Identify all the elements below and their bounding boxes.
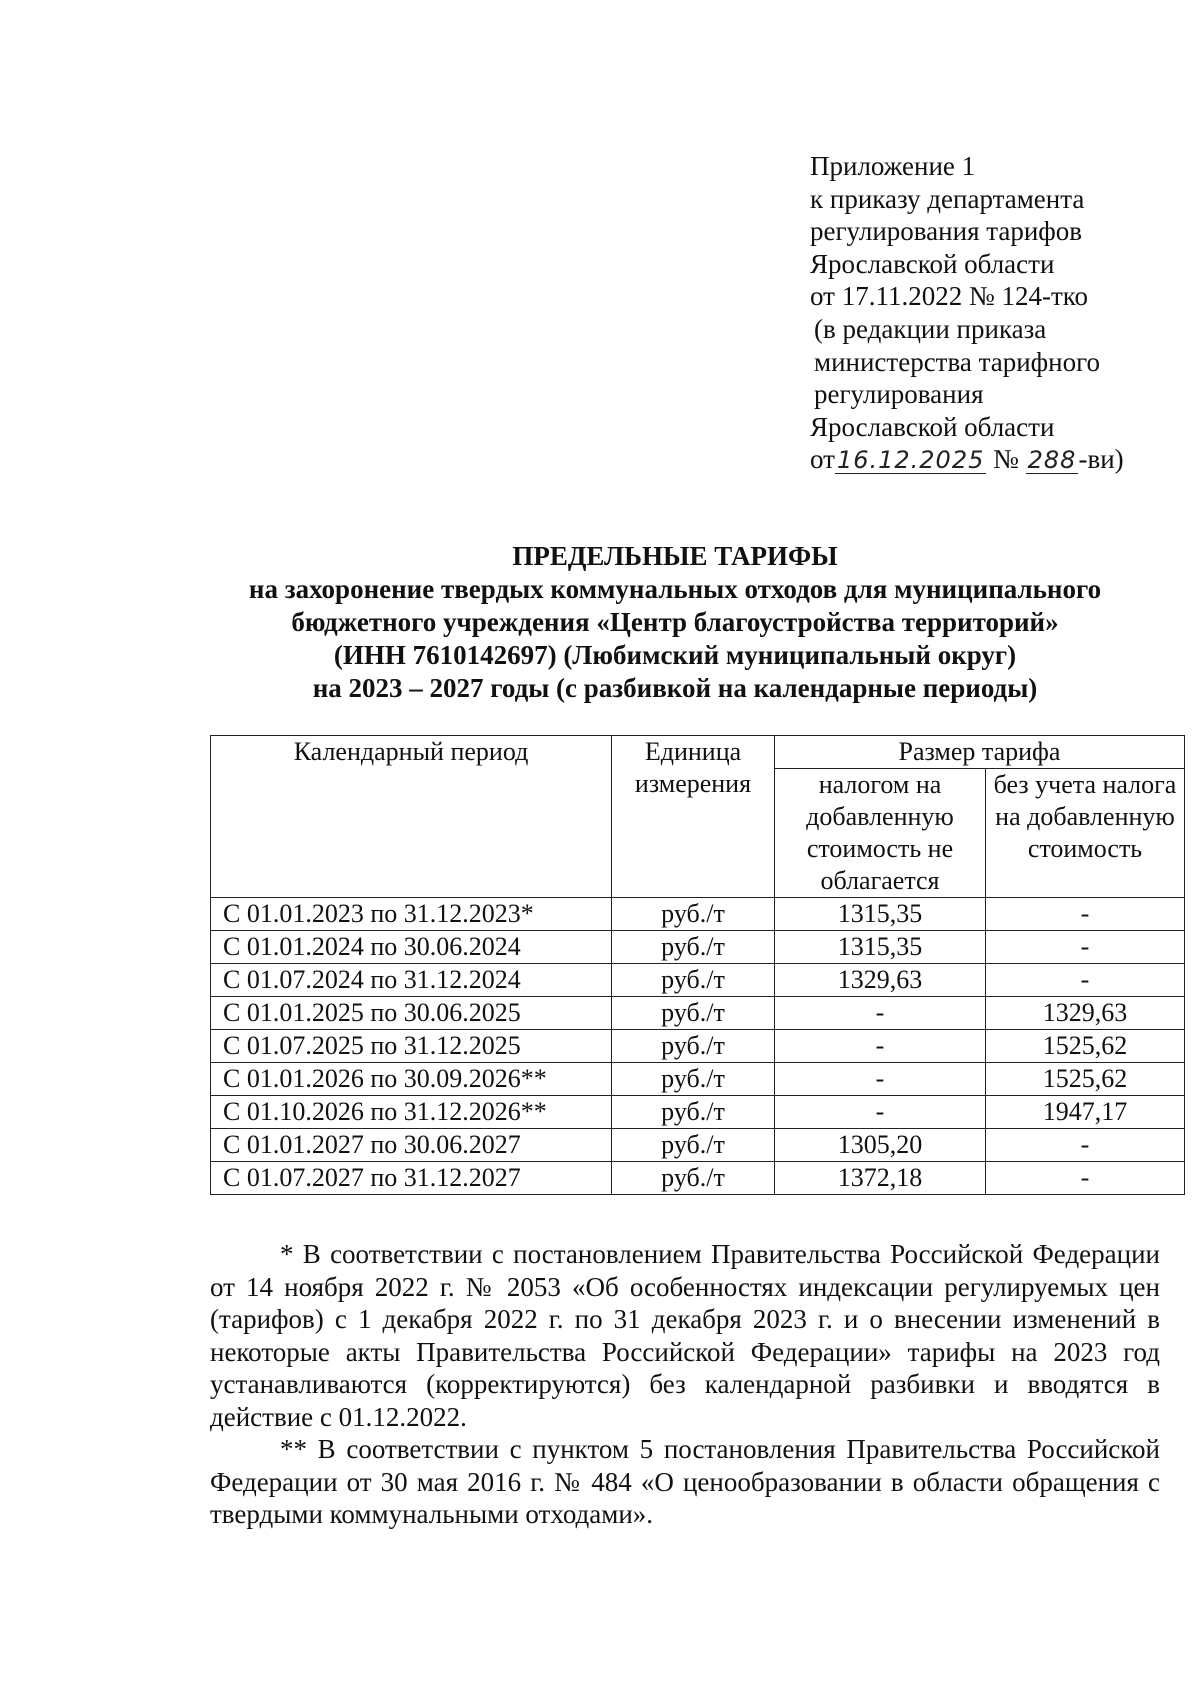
handwritten-date: 16.12.2025: [836, 446, 985, 475]
cell-period: С 01.07.2027 по 31.12.2027: [211, 1162, 612, 1195]
cell-tariff-excl-vat: -: [986, 964, 1185, 997]
cell-tariff-excl-vat: 1525,62: [986, 1063, 1185, 1096]
cell-unit: руб./т: [612, 1129, 775, 1162]
document-title: [150, 540, 1200, 705]
cell-unit: руб./т: [612, 997, 775, 1030]
header-excl-vat: без учета налога на добавленную стоимость: [986, 769, 1185, 898]
cell-tariff-excl-vat: -: [986, 931, 1185, 964]
cell-tariff-no-vat: 1315,35: [775, 898, 986, 931]
annex-line: регулирования тарифов: [810, 216, 1083, 247]
footnotes: [210, 1238, 1160, 1531]
cell-unit: руб./т: [612, 964, 775, 997]
title-line: бюджетного учреждения «Центр благоустройства территорий»: [291, 607, 1059, 637]
annex-from-prefix: от: [810, 444, 835, 475]
footnote-1: * В соответствии с постановлением Правительства Российской Федерации от 14 ноября 2022 г. № 2053 «Об особенностях индексации регулируемых цен (тарифов) с 1 декабря 2022 г. по 31 декабря 2023 г. и о внесении изменений в некоторые акты Правительства Российской Федерации» тарифы на 2023 год устанавливаются (корректируются) без календарной разбивки и вводятся в действие с 01.12.2022.: [210, 1239, 1160, 1432]
footnote-2: ** В соответствии с пунктом 5 постановления Правительства Российской Федерации от 30 мая 2016 г. № 484 «О ценообразовании в области обращения с твердыми коммунальными отходами».: [210, 1434, 1160, 1529]
annex-block: [810, 150, 1124, 476]
title-line: ПРЕДЕЛЬНЫЕ ТАРИФЫ: [512, 541, 838, 571]
table-row: [211, 964, 1185, 997]
annex-date-line: [810, 443, 1124, 476]
cell-period: С 01.01.2025 по 30.06.2025: [211, 997, 612, 1030]
cell-unit: руб./т: [612, 1162, 775, 1195]
cell-tariff-no-vat: -: [775, 1096, 986, 1129]
cell-unit: руб./т: [612, 931, 775, 964]
table-row: [211, 1063, 1185, 1096]
cell-unit: руб./т: [612, 1096, 775, 1129]
header-unit: Единица измерения: [612, 736, 775, 898]
annex-line: Ярославской области: [810, 411, 1055, 442]
cell-tariff-excl-vat: 1525,62: [986, 1030, 1185, 1063]
annex-line: министерства тарифного: [814, 346, 1101, 377]
cell-period: С 01.01.2026 по 30.09.2026**: [211, 1063, 612, 1096]
cell-period: С 01.01.2024 по 30.06.2024: [211, 931, 612, 964]
table-row: [211, 1030, 1185, 1063]
cell-unit: руб./т: [612, 898, 775, 931]
cell-tariff-excl-vat: 1329,63: [986, 997, 1185, 1030]
annex-line: Ярославской области: [810, 248, 1055, 279]
cell-tariff-no-vat: 1329,63: [775, 964, 986, 997]
cell-tariff-excl-vat: -: [986, 898, 1185, 931]
annex-line: Приложение 1: [810, 151, 976, 181]
annex-line: от 17.11.2022 № 124-тко: [810, 281, 1088, 312]
cell-period: С 01.01.2027 по 30.06.2027: [211, 1129, 612, 1162]
cell-period: С 01.01.2023 по 31.12.2023*: [211, 898, 612, 931]
tariff-table: [210, 735, 1185, 1195]
cell-tariff-no-vat: -: [775, 1063, 986, 1096]
title-line: (ИНН 7610142697) (Любимский муниципальный округ): [333, 640, 1017, 670]
title-line: на захоронение твердых коммунальных отходов для муниципального: [248, 574, 1102, 604]
table-row: [211, 1162, 1185, 1195]
cell-tariff-no-vat: -: [775, 1030, 986, 1063]
cell-tariff-no-vat: -: [775, 997, 986, 1030]
annex-line: к приказу департамента: [810, 183, 1085, 214]
cell-tariff-no-vat: 1315,35: [775, 931, 986, 964]
cell-unit: руб./т: [612, 1063, 775, 1096]
title-line: на 2023 – 2027 годы (с разбивкой на календарные периоды): [312, 673, 1038, 703]
annex-line: регулирования: [814, 379, 984, 410]
table-row: [211, 898, 1185, 931]
cell-unit: руб./т: [612, 1030, 775, 1063]
cell-tariff-excl-vat: -: [986, 1162, 1185, 1195]
cell-tariff-no-vat: 1372,18: [775, 1162, 986, 1195]
table-row: [211, 1096, 1185, 1129]
cell-period: С 01.10.2026 по 31.12.2026**: [211, 1096, 612, 1129]
number-sign: №: [993, 444, 1019, 475]
header-no-vat-taxed: налогом на добавленную стоимость не облагается: [775, 769, 986, 898]
cell-tariff-excl-vat: -: [986, 1129, 1185, 1162]
cell-period: С 01.07.2025 по 31.12.2025: [211, 1030, 612, 1063]
handwritten-number: 288: [1027, 446, 1077, 475]
table-row: [211, 931, 1185, 964]
annex-suffix: -ви): [1078, 444, 1124, 475]
table-row: [211, 997, 1185, 1030]
table-row: [211, 1129, 1185, 1162]
cell-tariff-no-vat: 1305,20: [775, 1129, 986, 1162]
cell-tariff-excl-vat: 1947,17: [986, 1096, 1185, 1129]
header-tariff: Размер тарифа: [775, 736, 1185, 769]
header-period: Календарный период: [211, 736, 612, 898]
annex-line: (в редакции приказа: [814, 313, 1047, 344]
cell-period: С 01.07.2024 по 31.12.2024: [211, 964, 612, 997]
